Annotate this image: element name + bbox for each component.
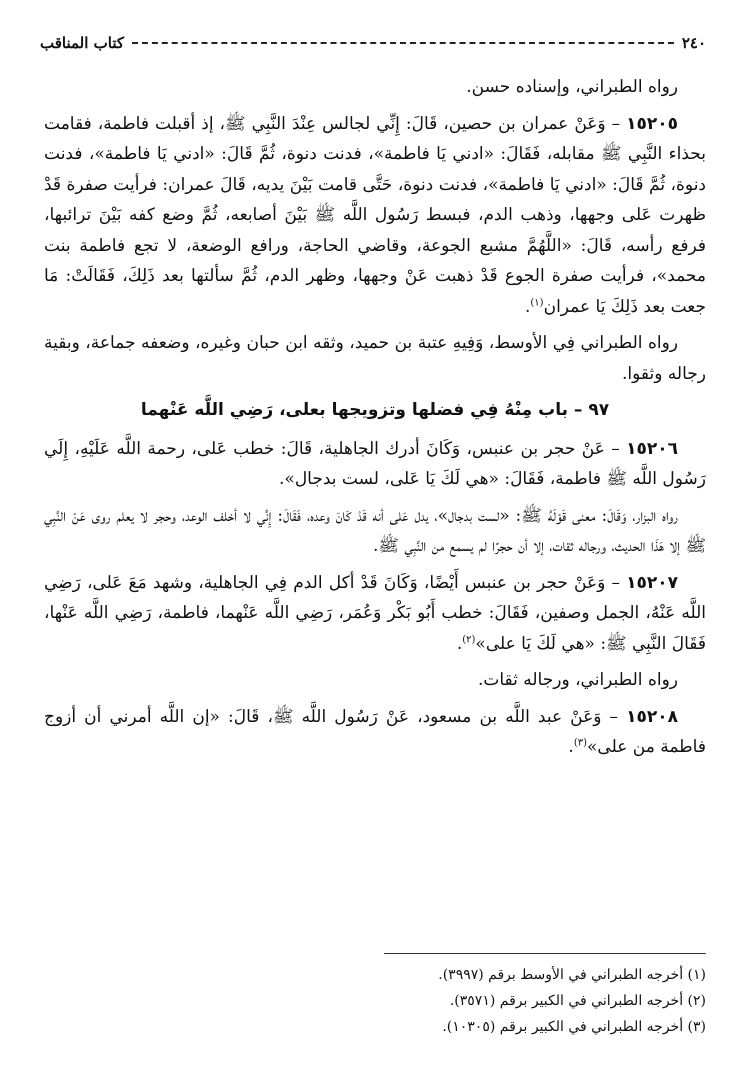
footnote-ref: (٢) [462, 633, 476, 645]
narration-note: رواه البزار، وَقَالَ: معنى قَوْلَهُ ﷺ: «لست بدجال»، يدل عَلى أنه قَدْ كَانَ وعده، فَقَالَ: إِنِّي لا أخلف الوعد، وحجر لا يعلم روى عَنْ النَّبِي ﷺ إلا هَذَا الحديث، ورجاله ثقات، إلا أن حجرًا لم يسمع من النَّبِي ﷺ. [44, 505, 706, 556]
hadith-15206: ١٥٢٠٦ – عَنْ حجر بن عنبس، وَكَانَ أدرك الجاهلية، قَالَ: خطب عَلى، رحمة اللَّه عَلَيْهِ، إِلَي رَسُول اللَّه ﷺ فاطمة، فَقَالَ: «هي لَكَ يَا عَلى، لست بدجال». [44, 438, 706, 489]
narration-note: رواه الطبراني فِي الأوسط، وَفِيهِ عتبة بن حميد، وثقه ابن حبان وغيره، وضعفه جماعة، وبقية رجاله وثقوا. [44, 333, 706, 384]
narration-note: رواه الطبراني، وإسناده حسن. [466, 77, 678, 97]
footnotes [200, 962, 706, 1040]
footnote-2: (٢) أخرجه الطبراني في الكبير برقم (٣٥٧١). [449, 993, 706, 1009]
footnote-3: (٣) أخرجه الطبراني في الكبير برقم (١٠٣٠٥). [442, 1019, 706, 1035]
footnote-1: (١) أخرجه الطبراني في الأوسط برقم (٣٩٩٧). [438, 967, 706, 983]
page-body [44, 72, 706, 769]
header-dashed-rule [132, 42, 674, 44]
hadith-number: ١٥٢٠٦ [626, 438, 678, 459]
footnote-ref: (١) [530, 296, 544, 308]
hadith-number: ١٥٢٠٥ [626, 113, 678, 134]
hadith-number: ١٥٢٠٧ [626, 572, 678, 593]
page-number: ٢٤٠ [681, 34, 706, 52]
hadith-15208: ١٥٢٠٨ – وَعَنْ عبد اللَّه بن مسعود، عَنْ رَسُول اللَّه ﷺ، قَالَ: «إن اللَّه أمرني أن أزوج فاطمة من على»$^{(٣)}$. [44, 706, 706, 757]
hadith-15207: ١٥٢٠٧ – وَعَنْ حجر بن عنبس أَيْضًا، وَكَانَ قَدْ أكل الدم فِي الجاهلية، وشهد مَعَ عَلى، رَضِي اللَّه عَنْهُ، الجمل وصفين، فَقَالَ: خطب أَبُو بَكْر وَعُمَر، رَضِي اللَّه عَنْهما، فاطمة، رَضِي اللَّه عَنْها، فَقَالَ النَّبِي ﷺ: «هي لَكَ يَا على»$^{(٢)}$. [44, 572, 706, 654]
book-title: كتاب المناقب [40, 34, 124, 52]
chapter-title: ٩٧ – باب مِنْهُ فِي فضلها وتزويجها بعلى، رَضِي اللَّه عَنْهما [140, 400, 610, 420]
narration-note: رواه الطبراني، ورجاله ثقات. [477, 670, 678, 690]
hadith-15205: ١٥٢٠٥ – وَعَنْ عمران بن حصين، قَالَ: إِنِّي لجالس عِنْدَ النَّبِي ﷺ، إذ أقبلت فاطمة، فقامت بحذاء النَّبِي ﷺ مقابله، فَقَالَ: «ادني يَا فاطمة»، فدنت دنوة، ثُمَّ قَالَ: «ادني يَا فاطمة»، فدنت دنوة، ثُمَّ قَالَ: «ادني يَا فاطمة»، فدنت دنوة، حَتَّى قامت بَيْنَ يديه، قَالَ عمران: فرأيت صفرة قَدْ ظهرت عَلى وجهها، وذهب الدم، فبسط رَسُول اللَّه ﷺ بَيْنَ أصابعه، ثُمَّ وضع كفه بَيْنَ ترائبها، فرفع رأسه، قَالَ: «اللَّهُمَّ مشبع الجوعة، وقاضي الحاجة، ورافع الوضعة، لا تجع فاطمة بنت محمد»، فرأيت صفرة الجوع قَدْ ذهبت عَنْ وجهها، وظهر الدم، ثُمَّ سألتها بعد ذَلِكَ، فَقَالَتْ: مَا جعت بعد ذَلِكَ يَا عمران$^{(١)}$. [44, 113, 706, 317]
hadith-number: ١٥٢٠٨ [626, 706, 678, 727]
footnote-separator [384, 953, 706, 954]
page-header [40, 30, 706, 56]
footnote-ref: (٣) [573, 737, 588, 749]
